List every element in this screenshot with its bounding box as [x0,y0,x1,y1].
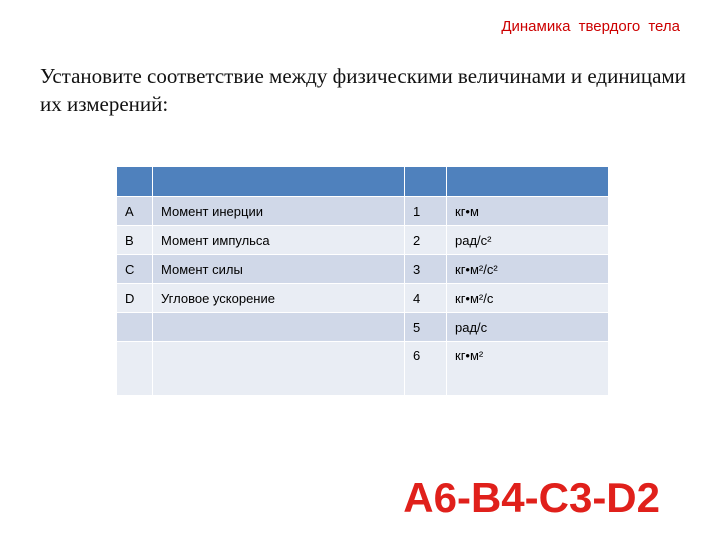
table-row [117,313,609,342]
unit-value: кг•м² [447,342,609,396]
table-row [117,284,609,313]
quantity-letter [117,342,153,396]
unit-number: 4 [405,284,447,313]
unit-number: 1 [405,197,447,226]
quantity-name: Момент импульса [153,226,405,255]
unit-value: рад/с [447,313,609,342]
quantity-letter [117,313,153,342]
quantity-letter: С [117,255,153,284]
table-header-row [117,167,609,197]
quantity-name: Момент силы [153,255,405,284]
question-text: Установите соответствие между физическими величинами и единицами их измерений: [40,64,686,116]
table-row [117,197,609,226]
quantity-name [153,313,405,342]
header-cell [117,167,153,197]
quantity-letter: D [117,284,153,313]
header-cell [153,167,405,197]
unit-number: 2 [405,226,447,255]
quantity-name: Момент инерции [153,197,405,226]
unit-number: 5 [405,313,447,342]
unit-value: кг•м²/с [447,284,609,313]
answer-text: А6-В4-С3-D2 [403,474,660,521]
topic-title: Динамика твердого тела [501,18,680,35]
table-row [117,342,609,396]
table-row [117,255,609,284]
quantity-letter: А [117,197,153,226]
unit-value: рад/с² [447,226,609,255]
unit-number: 3 [405,255,447,284]
quantity-name [153,342,405,396]
unit-value: кг•м²/с² [447,255,609,284]
table-row [117,226,609,255]
quantity-letter: В [117,226,153,255]
unit-value: кг•м [447,197,609,226]
header-cell [405,167,447,197]
matching-table [116,166,609,396]
unit-number: 6 [405,342,447,396]
header-cell [447,167,609,197]
quantity-name: Угловое ускорение [153,284,405,313]
